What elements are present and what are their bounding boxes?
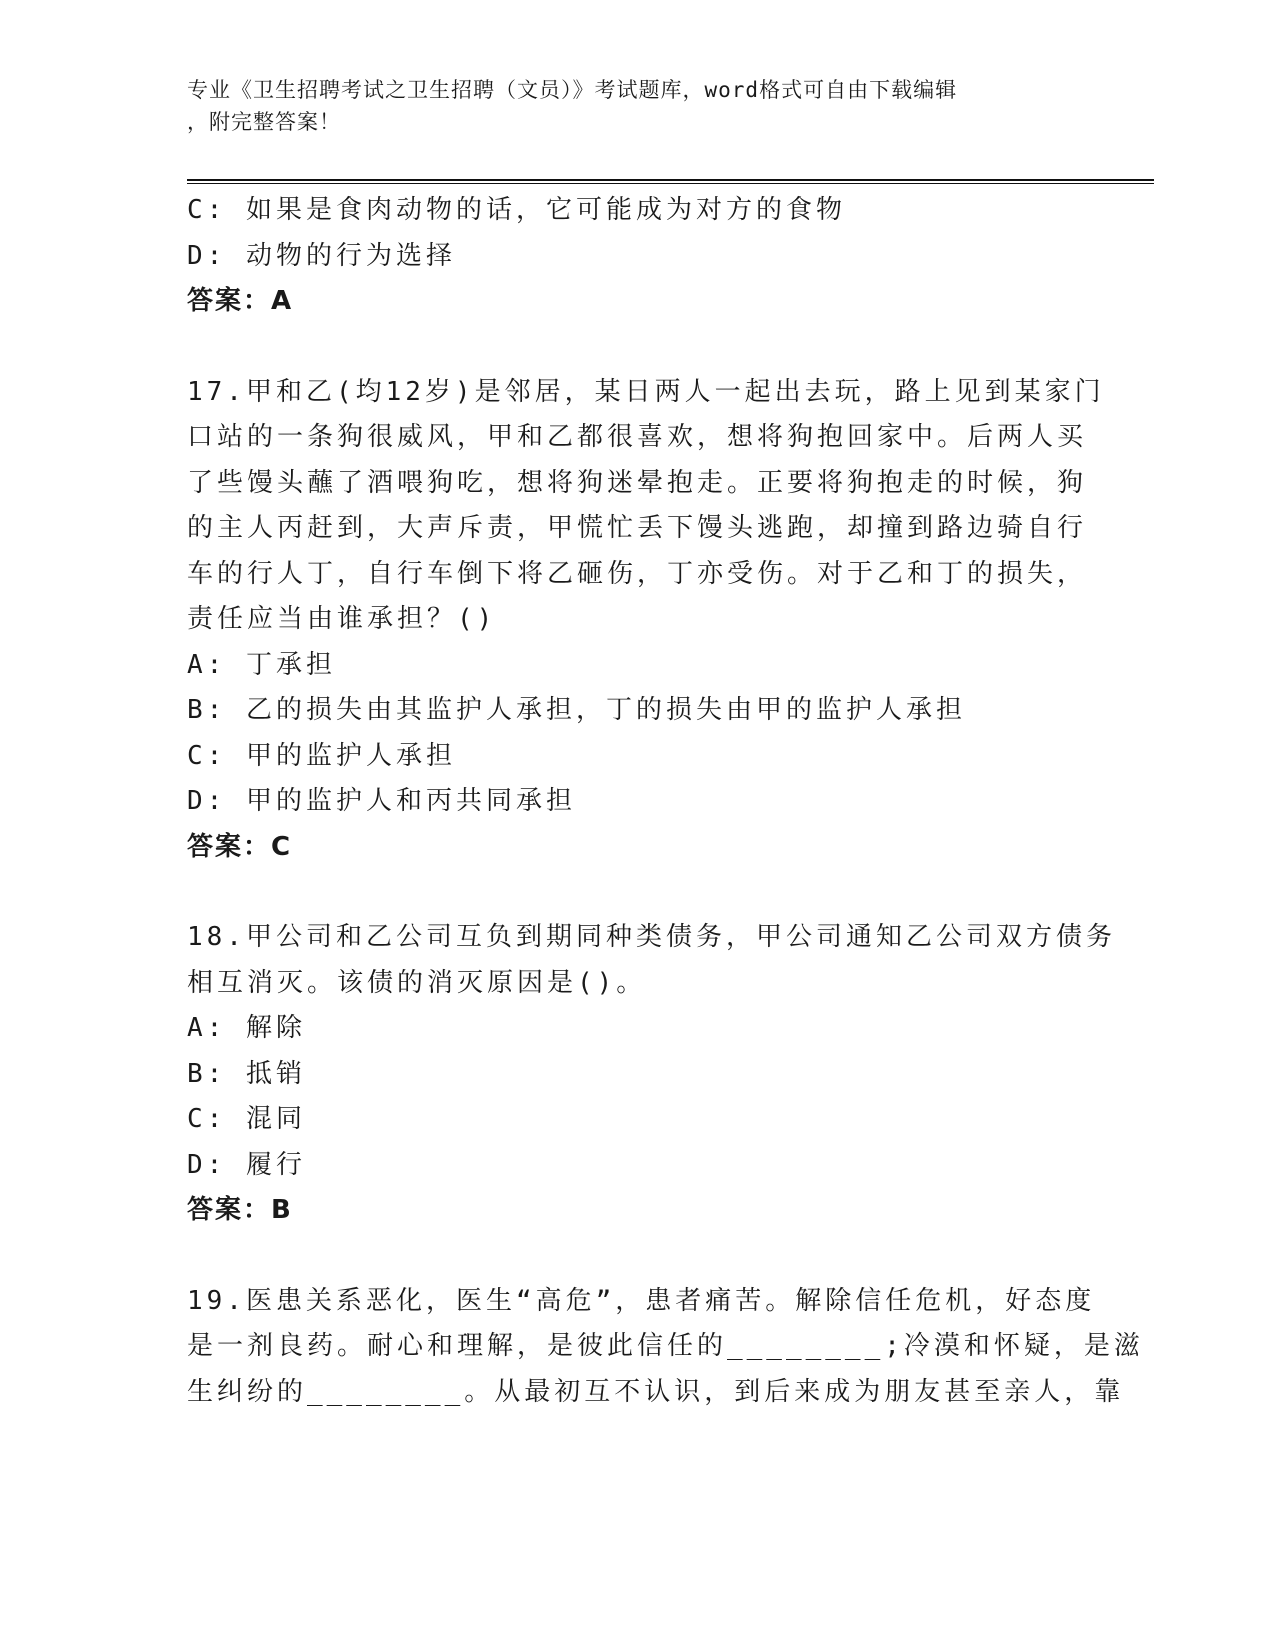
question-text-line: 的主人丙赶到，大声斥责，甲慌忙丢下馒头逃跑，却撞到路边骑自行 <box>187 513 1088 543</box>
option-b: B: 抵销 <box>187 1058 306 1089</box>
option-d: D: 甲的监护人和丙共同承担 <box>187 786 576 816</box>
previous-question-tail <box>187 188 1087 325</box>
answer-line: 答案：A <box>187 286 294 316</box>
question-text-line: 相互消灭。该债的消灭原因是()。 <box>187 967 647 998</box>
question-text-line: 口站的一条狗很威风，甲和乙都很喜欢，想将狗抱回家中。后两人买 <box>187 422 1088 452</box>
option-d: D: 动物的行为选择 <box>187 240 456 271</box>
answer-line: 答案：C <box>187 831 293 862</box>
option-d: D: 履行 <box>187 1149 306 1180</box>
header-divider-thin <box>187 183 1154 184</box>
option-b: B: 乙的损失由其监护人承担，丁的损失由甲的监护人承担 <box>187 695 966 725</box>
question-text-line: 生纠纷的________。从最初互不认识，到后来成为朋友甚至亲人，靠 <box>187 1376 1125 1407</box>
option-c: C: 甲的监护人承担 <box>187 740 456 771</box>
document-header <box>187 74 1067 138</box>
question-text-line: 18.甲公司和乙公司互负到期同种类债务，甲公司通知乙公司双方债务 <box>187 922 1116 952</box>
question-text-line: 车的行人丁，自行车倒下将乙砸伤，丁亦受伤。对于乙和丁的损失， <box>187 558 1088 589</box>
header-title-line-2: ，附完整答案！ <box>187 110 341 134</box>
question-text-line: 19.医患关系恶化，医生“高危”，患者痛苦。解除信任危机，好态度 <box>187 1285 1096 1316</box>
option-c: C: 如果是食肉动物的话，它可能成为对方的食物 <box>187 195 846 225</box>
option-c: C: 混同 <box>187 1104 306 1134</box>
option-a: A: 丁承担 <box>187 649 336 680</box>
question-text-line: 17.甲和乙(均12岁)是邻居，某日两人一起出去玩，路上见到某家门 <box>187 376 1105 407</box>
question-17 <box>187 370 1105 871</box>
header-divider-thick <box>187 179 1154 181</box>
question-19 <box>187 1279 1144 1416</box>
question-text-line: 是一剂良药。耐心和理解，是彼此信任的________;冷漠和怀疑，是滋 <box>187 1331 1144 1361</box>
document-body <box>187 188 1144 1415</box>
option-a: A: 解除 <box>187 1013 306 1043</box>
answer-line: 答案：B <box>187 1195 293 1225</box>
header-title-line-1: 专业《卫生招聘考试之卫生招聘（文员）》考试题库，word格式可自由下载编辑 <box>187 78 958 102</box>
question-18 <box>187 915 1116 1234</box>
question-text-line: 了些馒头蘸了酒喂狗吃，想将狗迷晕抱走。正要将狗抱走的时候，狗 <box>187 467 1088 498</box>
question-text-line: 责任应当由谁承担？() <box>187 604 497 634</box>
